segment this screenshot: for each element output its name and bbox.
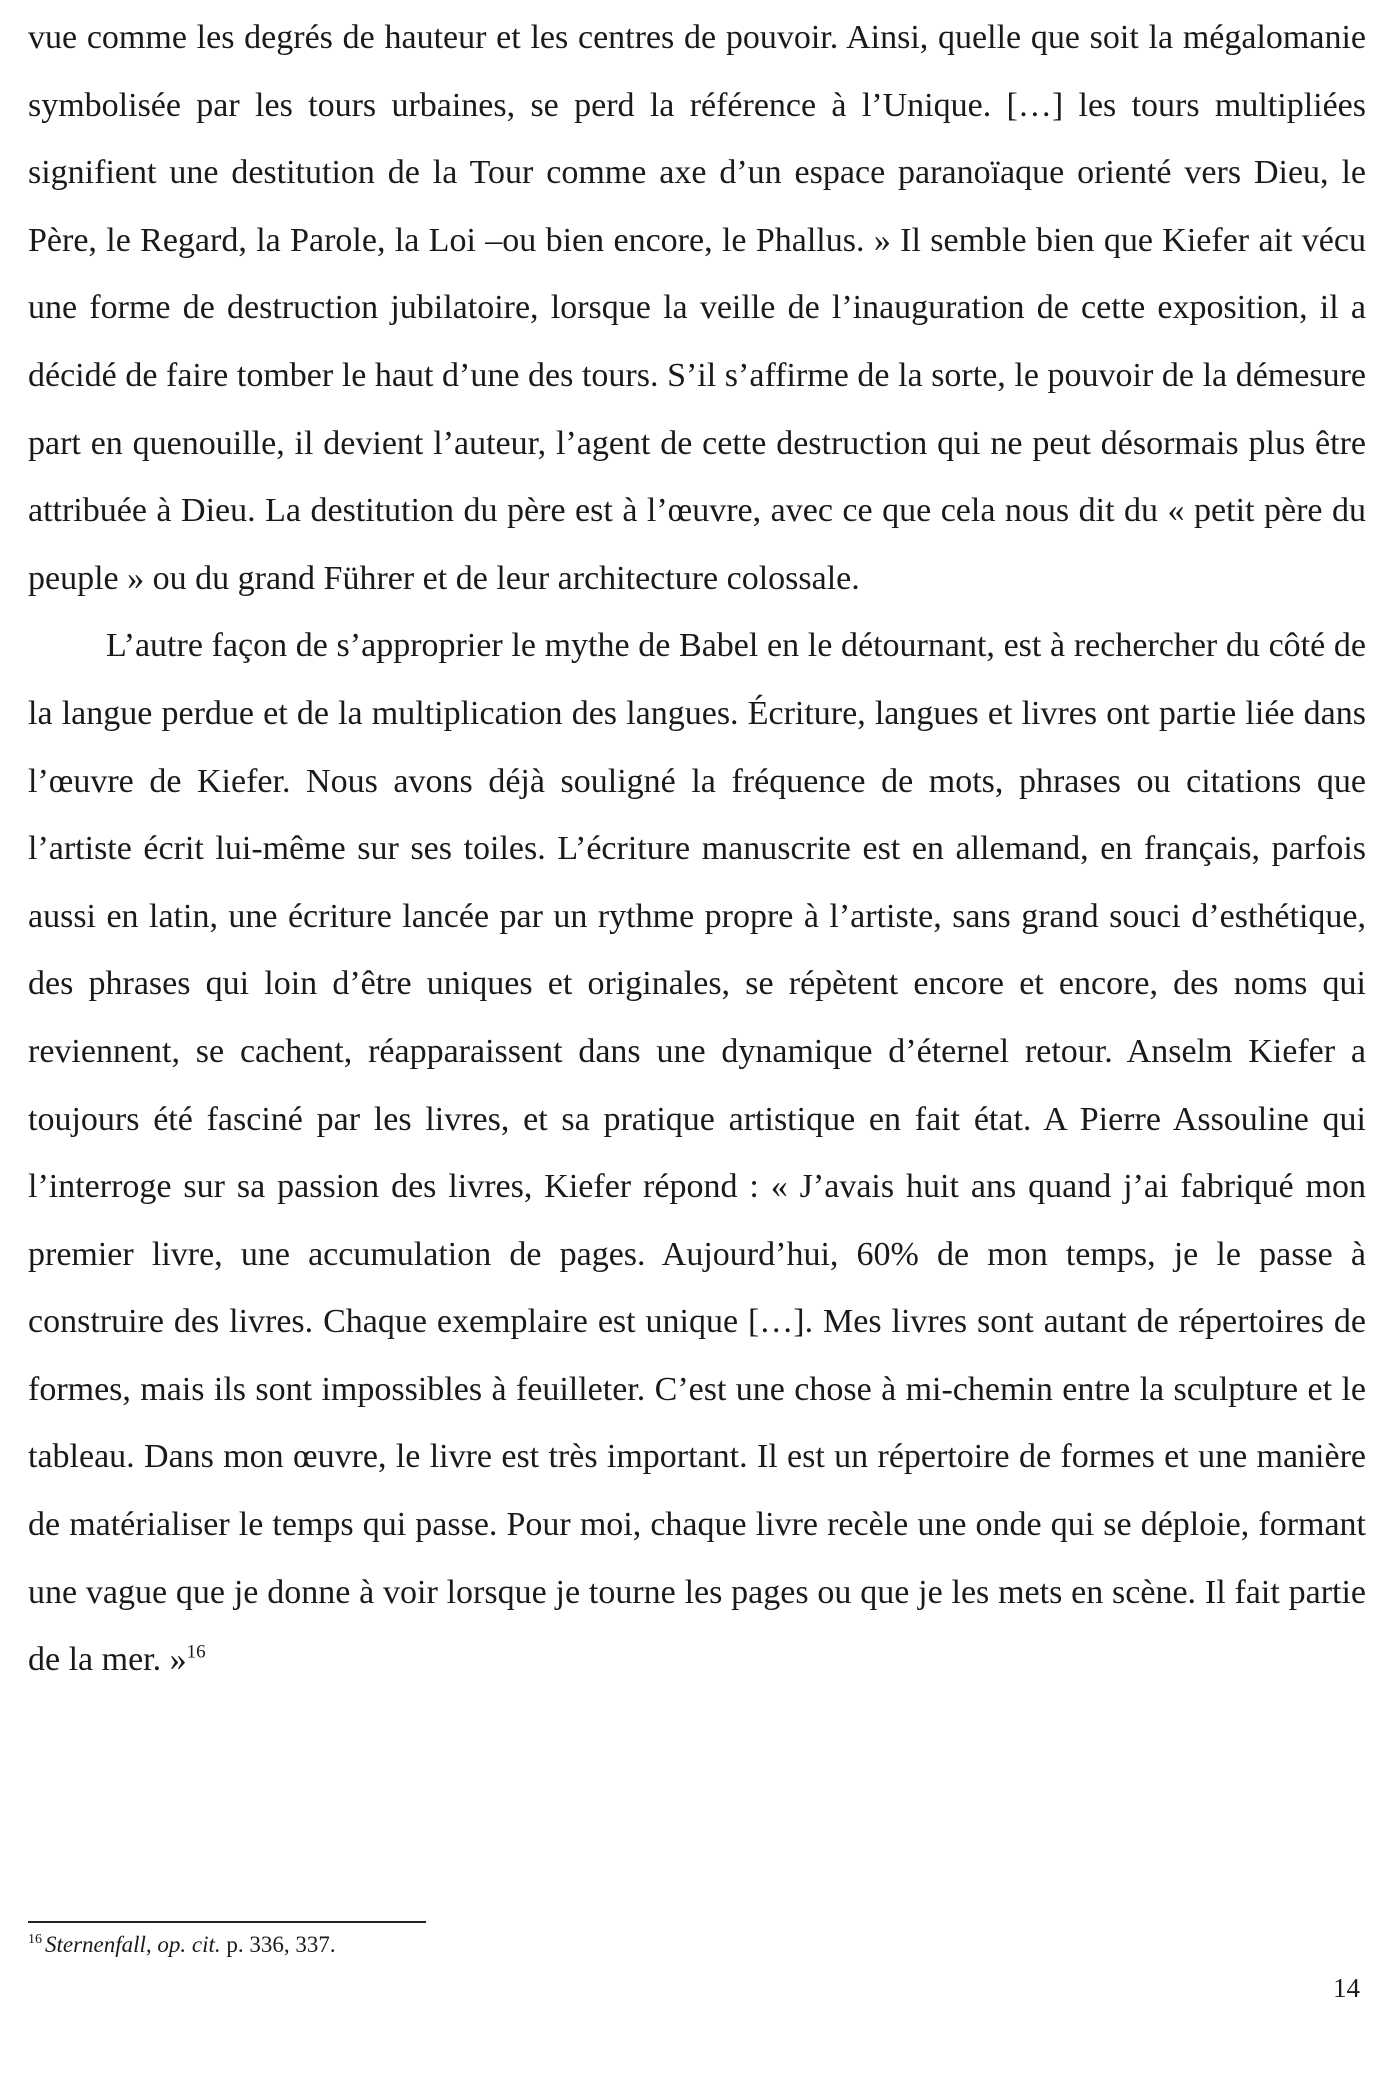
footnote-title: Sternenfall, op. cit. [45,1932,221,1957]
page-number: 14 [1333,1973,1360,2003]
footnote-reference[interactable]: 16 [186,1641,206,1663]
paragraph-2-text: L’autre façon de s’approprier le mythe de Babel en le détournant, est à rechercher du côté de la langue perdue et de la multiplication des langues. Écriture, langues et livres ont partie liée dans l’œuvre de Kiefer. Nous avons déjà souligné la fréquence de mots, phrases ou citations que l’artiste écrit lui-même sur ses toiles. L’écriture manuscrite est en allemand, en français, parfois aussi en latin, une écriture lancée par un rythme propre à l’artiste, sans grand souci d’esthétique, des phrases qui loin d’être uniques et originales, se répètent encore et encore, des noms qui reviennent, se cachent, réapparaissent dans une dynamique d’éternel retour. Anselm Kiefer a toujours été fasciné par les livres, et sa pratique artistique en fait état. A Pierre Assouline qui l’interroge sur sa passion des livres, Kiefer répond : « J’avais huit ans quand j’ai fabriqué mon premier livre, une accumulation de pages. Aujourd’hui, 60% de mon temps, je le passe à construire des livres. Chaque exemplaire est unique […]. Mes livres sont autant de répertoires de formes, mais ils sont impossibles à feuilleter. C’est une chose à mi-chemin entre la sculpture et le tableau. Dans mon œuvre, le livre est très important. Il est un répertoire de formes et une manière de matérialiser le temps qui passe. Pour moi, chaque livre recèle une onde qui se déploie, formant une vague que je donne à voir lorsque je tourne les pages ou que je les mets en scène. Il fait partie de la mer. » [28,627,1366,1679]
footnote-number: 16 [28,1932,42,1948]
paragraph-1-text: vue comme les degrés de hauteur et les centres de pouvoir. Ainsi, quelle que soit la mégalomanie symbolisée par les tours urbaines, se perd la référence à l’Unique. […] les tours multipliées signifient une destitution de la Tour comme axe d’un espace paranoïaque orienté vers Dieu, le Père, le Regard, la Parole, la Loi –ou bien encore, le Phallus. » Il semble bien que Kiefer ait vécu une forme de destruction jubilatoire, lorsque la veille de l’inauguration de cette exposition, il a décidé de faire tomber le haut d’une des tours. S’il s’affirme de la sorte, le pouvoir de la démesure part en quenouille, il devient l’auteur, l’agent de cette destruction qui ne peut désormais plus être attribuée à Dieu. La destitution du père est à l’œuvre, avec ce que cela nous dit du « petit père du peuple » ou du grand Führer et de leur architecture colossale. [28,19,1366,597]
paragraph-1 [28,4,1366,612]
body-text [28,4,1366,1694]
footnote [28,1930,1366,1960]
paragraph-2 [28,612,1366,1694]
footnote-pages: p. 336, 337. [220,1932,336,1957]
footnote-separator [28,1921,426,1923]
